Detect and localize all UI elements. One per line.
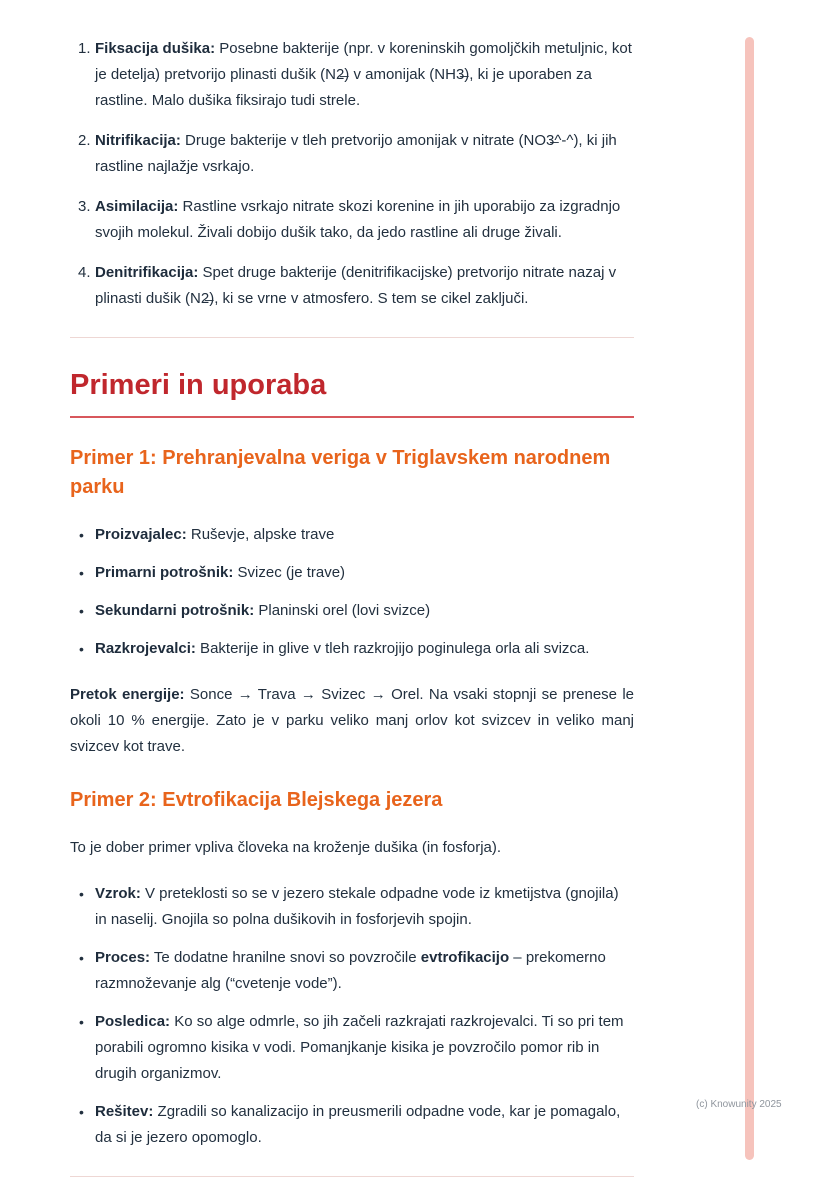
bullet-text (95, 881, 634, 933)
bullet-body: V preteklosti so se v jezero stekale odpadne vode iz kmetijstva (gnojila) in naselij. Gnojila so polna dušikovih in fosforjevih spojin. (95, 885, 619, 928)
list-term: Asimilacija: (95, 198, 179, 215)
bullet-body: Te dodatne hranilne snovi so povzročile (150, 949, 421, 966)
bullet-body: Planinski orel (lovi svizce) (254, 602, 431, 619)
bullet-term: Proizvajalec: (95, 526, 187, 543)
section-title: Primeri in uporaba (70, 369, 327, 401)
example2-title: Primer 2: Evtrofikacija Blejskega jezera (70, 789, 443, 811)
list-body: Posebne bakterije (npr. v koreninskih gomoljčkih metuljnic, kot je detelja) pretvorijo plinasti dušik (N2̶) v amonijak (NH3̶), ki je uporaben za rastline. Malo dušika fiksirajo tudi strele. (95, 40, 632, 109)
content-column (70, 36, 634, 1177)
bullet-term: Primarni potrošnik: (95, 564, 234, 581)
list-item (78, 260, 634, 312)
list-item (78, 36, 634, 114)
bullet-body: Zgradili so kanalizacijo in preusmerili odpadne vode, kar je pomagalo, da si je jezero opomoglo. (95, 1103, 621, 1146)
bullet-marker (79, 1009, 95, 1087)
bullet-term: Proces: (95, 949, 151, 966)
paragraph-term: Pretok energije: (70, 686, 185, 703)
example2-intro-paragraph: To je dober primer vpliva človeka na kroženje dušika (in fosforja). (70, 839, 502, 856)
bullet-marker (79, 881, 95, 933)
bullet-term: Sekundarni potrošnik: (95, 602, 255, 619)
list-term: Nitrifikacija: (95, 132, 181, 149)
bullet-item (79, 598, 634, 624)
list-text (95, 36, 634, 114)
bullet-marker (79, 598, 95, 624)
nitrogen-cycle-numbered-list (70, 36, 634, 312)
list-text (95, 194, 634, 246)
list-term: Fiksacija dušika: (95, 40, 216, 57)
bullet-marker (79, 522, 95, 548)
bullet-item (79, 1009, 634, 1087)
list-number: 1. (78, 40, 91, 57)
paragraph-body: Sonce → Trava → Svizec → Orel. Na vsaki stopnji se prenese le okoli 10 % energije. Zato je v parku veliko manj orlov kot svizcev in veliko manj svizcev kot trave. (70, 686, 635, 755)
bullet-marker (79, 1099, 95, 1151)
bullet-text (95, 1009, 634, 1087)
bullet-item (79, 522, 634, 548)
bullet-term: Razkrojevalci: (95, 640, 196, 657)
section-divider (70, 337, 634, 338)
list-term: Denitrifikacija: (95, 264, 199, 281)
bullet-body: Ruševje, alpske trave (186, 526, 335, 543)
list-text (95, 260, 634, 312)
bullet-item (79, 560, 634, 586)
list-number: 4. (78, 264, 91, 281)
bullet-marker (79, 560, 95, 586)
bullet-item (79, 945, 634, 997)
bullet-marker (79, 636, 95, 662)
energy-flow-paragraph (70, 682, 634, 760)
bullet-body: Bakterije in glive v tleh razkrojijo poginulega orla ali svizca. (195, 640, 590, 657)
section-title-underline (70, 416, 634, 418)
bullet-term: Vzrok: (95, 885, 141, 902)
bullet-text (95, 522, 634, 548)
bullet-body: – prekomerno razmnoževanje alg (“cvetenje vode”). (95, 949, 606, 992)
bullet-text (95, 598, 634, 624)
bullet-emphasis: evtrofikacijo (420, 949, 510, 966)
example1-bullet-list (70, 522, 634, 662)
bullet-item (79, 881, 634, 933)
list-body: Spet druge bakterije (denitrifikacijske) pretvorijo nitrate nazaj v plinasti dušik (N2̶), ki se vrne v atmosfero. S tem se cikel zaključi. (95, 264, 617, 307)
list-number: 2. (78, 132, 91, 149)
bullet-term: Rešitev: (95, 1103, 154, 1120)
list-body: Druge bakterije v tleh pretvorijo amonijak v nitrate (NO3̶^-^), ki jih rastline najlažje vsrkajo. (95, 132, 617, 175)
bullet-text (95, 560, 634, 586)
footer-credit: (c) Knowunity 2025 (696, 1099, 782, 1110)
list-item (78, 128, 634, 180)
list-number: 3. (78, 198, 91, 215)
bullet-term: Posledica: (95, 1013, 171, 1030)
bullet-text (95, 945, 634, 997)
bullet-item (79, 636, 634, 662)
example2-bullet-list (70, 881, 634, 1151)
bullet-body: Svizec (je trave) (233, 564, 346, 581)
list-item (78, 194, 634, 246)
list-text (95, 128, 634, 180)
bullet-item (79, 1099, 634, 1151)
bullet-text (95, 636, 634, 662)
bullet-marker (79, 945, 95, 997)
page-edge-stripe (745, 37, 754, 1160)
list-body: Rastline vsrkajo nitrate skozi korenine in jih uporabijo za izgradnjo svojih molekul. Živali dobijo dušik tako, da jedo rastline ali druge živali. (95, 198, 621, 241)
example1-title: Primer 1: Prehranjevalna veriga v Triglavskem narodnem parku (70, 447, 611, 498)
bullet-body: Ko so alge odmrle, so jih začeli razkrajati razkrojevalci. Ti so pri tem porabili ogromno kisika v vodi. Pomanjkanje kisika je povzročilo pomor rib in drugih organizmov. (95, 1013, 624, 1082)
bullet-text (95, 1099, 634, 1151)
